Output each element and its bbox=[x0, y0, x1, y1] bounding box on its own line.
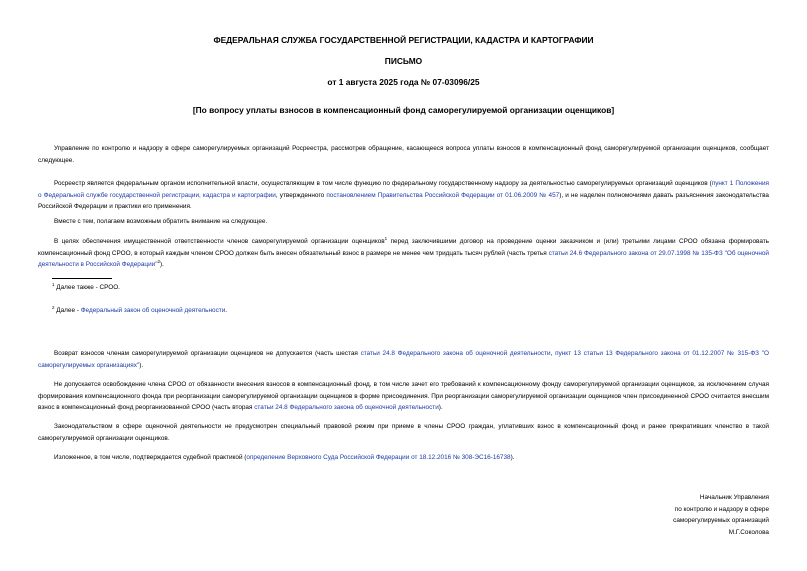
footnote-divider bbox=[52, 278, 112, 279]
paragraph-6 bbox=[38, 379, 769, 414]
signature-line-1: Начальник Управления bbox=[699, 494, 769, 501]
document-type: ПИСЬМО bbox=[384, 56, 423, 66]
paragraph-2-text-a: Росреестр является федеральным органом исполнительной власти, осуществляющим в том числе функцию по федеральному государственному надзору за деятельностью саморегулируемых организаций оценщиков ( bbox=[54, 180, 712, 187]
link-law-315-fz[interactable]: пункт 13 статьи 13 Федерального закона от 01.12.2007 № 315-ФЗ "О саморегулируемых организациях" bbox=[38, 350, 769, 369]
signature-block bbox=[673, 492, 769, 538]
paragraph-1 bbox=[38, 143, 769, 166]
footnote-ref-2[interactable]: 2 bbox=[157, 259, 160, 265]
paragraph-5 bbox=[38, 348, 769, 371]
paragraph-2 bbox=[38, 178, 769, 213]
link-supreme-court-ruling[interactable]: определение Верховного Суда Российской Федерации от 18.12.2016 № 308-ЭС16-16738 bbox=[246, 454, 511, 461]
paragraph-2-text-b: , утвержденного bbox=[275, 191, 327, 199]
footnote-2-text: Далее - bbox=[54, 307, 81, 314]
footnote-ref-1[interactable]: 1 bbox=[384, 235, 388, 241]
document-subject: [По вопросу уплаты взносов в компенсационный фонд саморегулируемой организации оценщиков] bbox=[192, 105, 615, 115]
paragraph-4 bbox=[38, 236, 769, 271]
footnote-1-mark: 1 bbox=[52, 281, 55, 287]
signature-line-2: по контролю и надзору в сфере bbox=[674, 505, 769, 513]
paragraph-8 bbox=[38, 452, 769, 464]
paragraph-5-text-a: Возврат взносов членам саморегулируемой организации оценщиков не допускается (часть шестая bbox=[54, 350, 361, 357]
paragraph-5-text-b: , bbox=[550, 350, 556, 357]
paragraph-1-text: Управление по контролю и надзору в сфере саморегулируемых организаций Росреестра, рассмотрев обращение, касающееся вопроса уплаты взносов в компенсационный фонд саморегулируемой организации оценщиков, сообщает следующее. bbox=[38, 145, 769, 164]
document-date-number: от 1 августа 2025 года № 07-03096/25 bbox=[327, 77, 480, 87]
paragraph-4-text-b: перед заключившими договор на проведение оценки заказчиком и (или) третьими лицами СРОО обязана формировать компенсационный фонд СРОО, в который каждым членом СРОО должен быть внесен обязательный взнос в размере не менее чем тридцать тысяч рублей (часть третья bbox=[38, 238, 769, 257]
paragraph-6-text-b: ). bbox=[438, 404, 443, 412]
footnote-2-mark: 2 bbox=[52, 304, 55, 310]
signature-line-3: саморегулируемых организаций bbox=[673, 517, 769, 525]
link-appraisal-law[interactable]: Федеральный закон об оценочной деятельности bbox=[80, 307, 226, 314]
link-article-24-6[interactable]: статьи 24.6 Федерального закона от 29.07.1998 № 135-ФЗ "Об оценочной деятельности в Российской Федерации" bbox=[38, 249, 769, 269]
footnote-2-end: . bbox=[225, 307, 228, 314]
paragraph-3 bbox=[38, 216, 769, 228]
paragraph-2-text-c: ), и не наделен полномочиями давать разъяснения законодательства Российской Федерации и практики его применения. bbox=[38, 191, 769, 211]
footnote-1-text: Далее также - СРОО. bbox=[54, 284, 120, 291]
link-regulation-rosreestr[interactable]: пункт 1 Положения о Федеральной службе государственной регистрации, кадастра и картографии bbox=[38, 180, 769, 199]
paragraph-4-text-c: ). bbox=[160, 261, 164, 269]
link-article-24-8[interactable]: статьи 24.8 Федерального закона об оценочной деятельности bbox=[360, 350, 551, 357]
link-article-24-8-part-2[interactable]: статьи 24.8 Федерального закона об оценочной деятельности bbox=[254, 404, 439, 412]
paragraph-4-text-a: В целях обеспечения имущественной ответственности членов саморегулируемой организации оценщиков bbox=[54, 238, 385, 245]
paragraph-8-text-b: ). bbox=[510, 454, 515, 461]
paragraph-5-text-c: ). bbox=[139, 361, 144, 369]
footnote-2 bbox=[52, 305, 227, 316]
paragraph-7 bbox=[38, 421, 769, 444]
paragraph-3-text: Вместе с тем, полагаем возможным обратить внимание на следующее. bbox=[54, 218, 268, 225]
link-government-decree-457[interactable]: постановлением Правительства Российской Федерации от 01.06.2009 № 457 bbox=[326, 191, 560, 199]
paragraph-6-text-a: Не допускается освобождение члена СРОО от обязанности внесения взносов в компенсационный фонд, в том числе зачет его требований к компенсационному фонду саморегулируемой организации оценщиков, за исключением случая формирования компенсационного фонда при реорганизации саморегулируемой организации оценщиков в форме присоединения. При реорганизации саморегулируемой организации оценщиков член присоединенной СРОО считается внесшим взнос в компенсационный фонд реорганизованной СРОО (часть вторая bbox=[38, 381, 769, 412]
signature-name: М.Г.Соколова bbox=[728, 528, 769, 536]
footnote-1 bbox=[52, 282, 120, 293]
paragraph-8-text-a: Изложенное, в том числе, подтверждается судебной практикой ( bbox=[54, 454, 247, 461]
agency-title: ФЕДЕРАЛЬНАЯ СЛУЖБА ГОСУДАРСТВЕННОЙ РЕГИСТРАЦИИ, КАДАСТРА И КАРТОГРАФИИ bbox=[213, 35, 594, 45]
paragraph-7-text: Законодательством в сфере оценочной деятельности не предусмотрен специальный правовой режим при приеме в члены СРОО граждан, уплативших взнос в компенсационный фонд и ранее прекративших членство в такой саморегулируемой организации оценщиков. bbox=[38, 423, 769, 442]
